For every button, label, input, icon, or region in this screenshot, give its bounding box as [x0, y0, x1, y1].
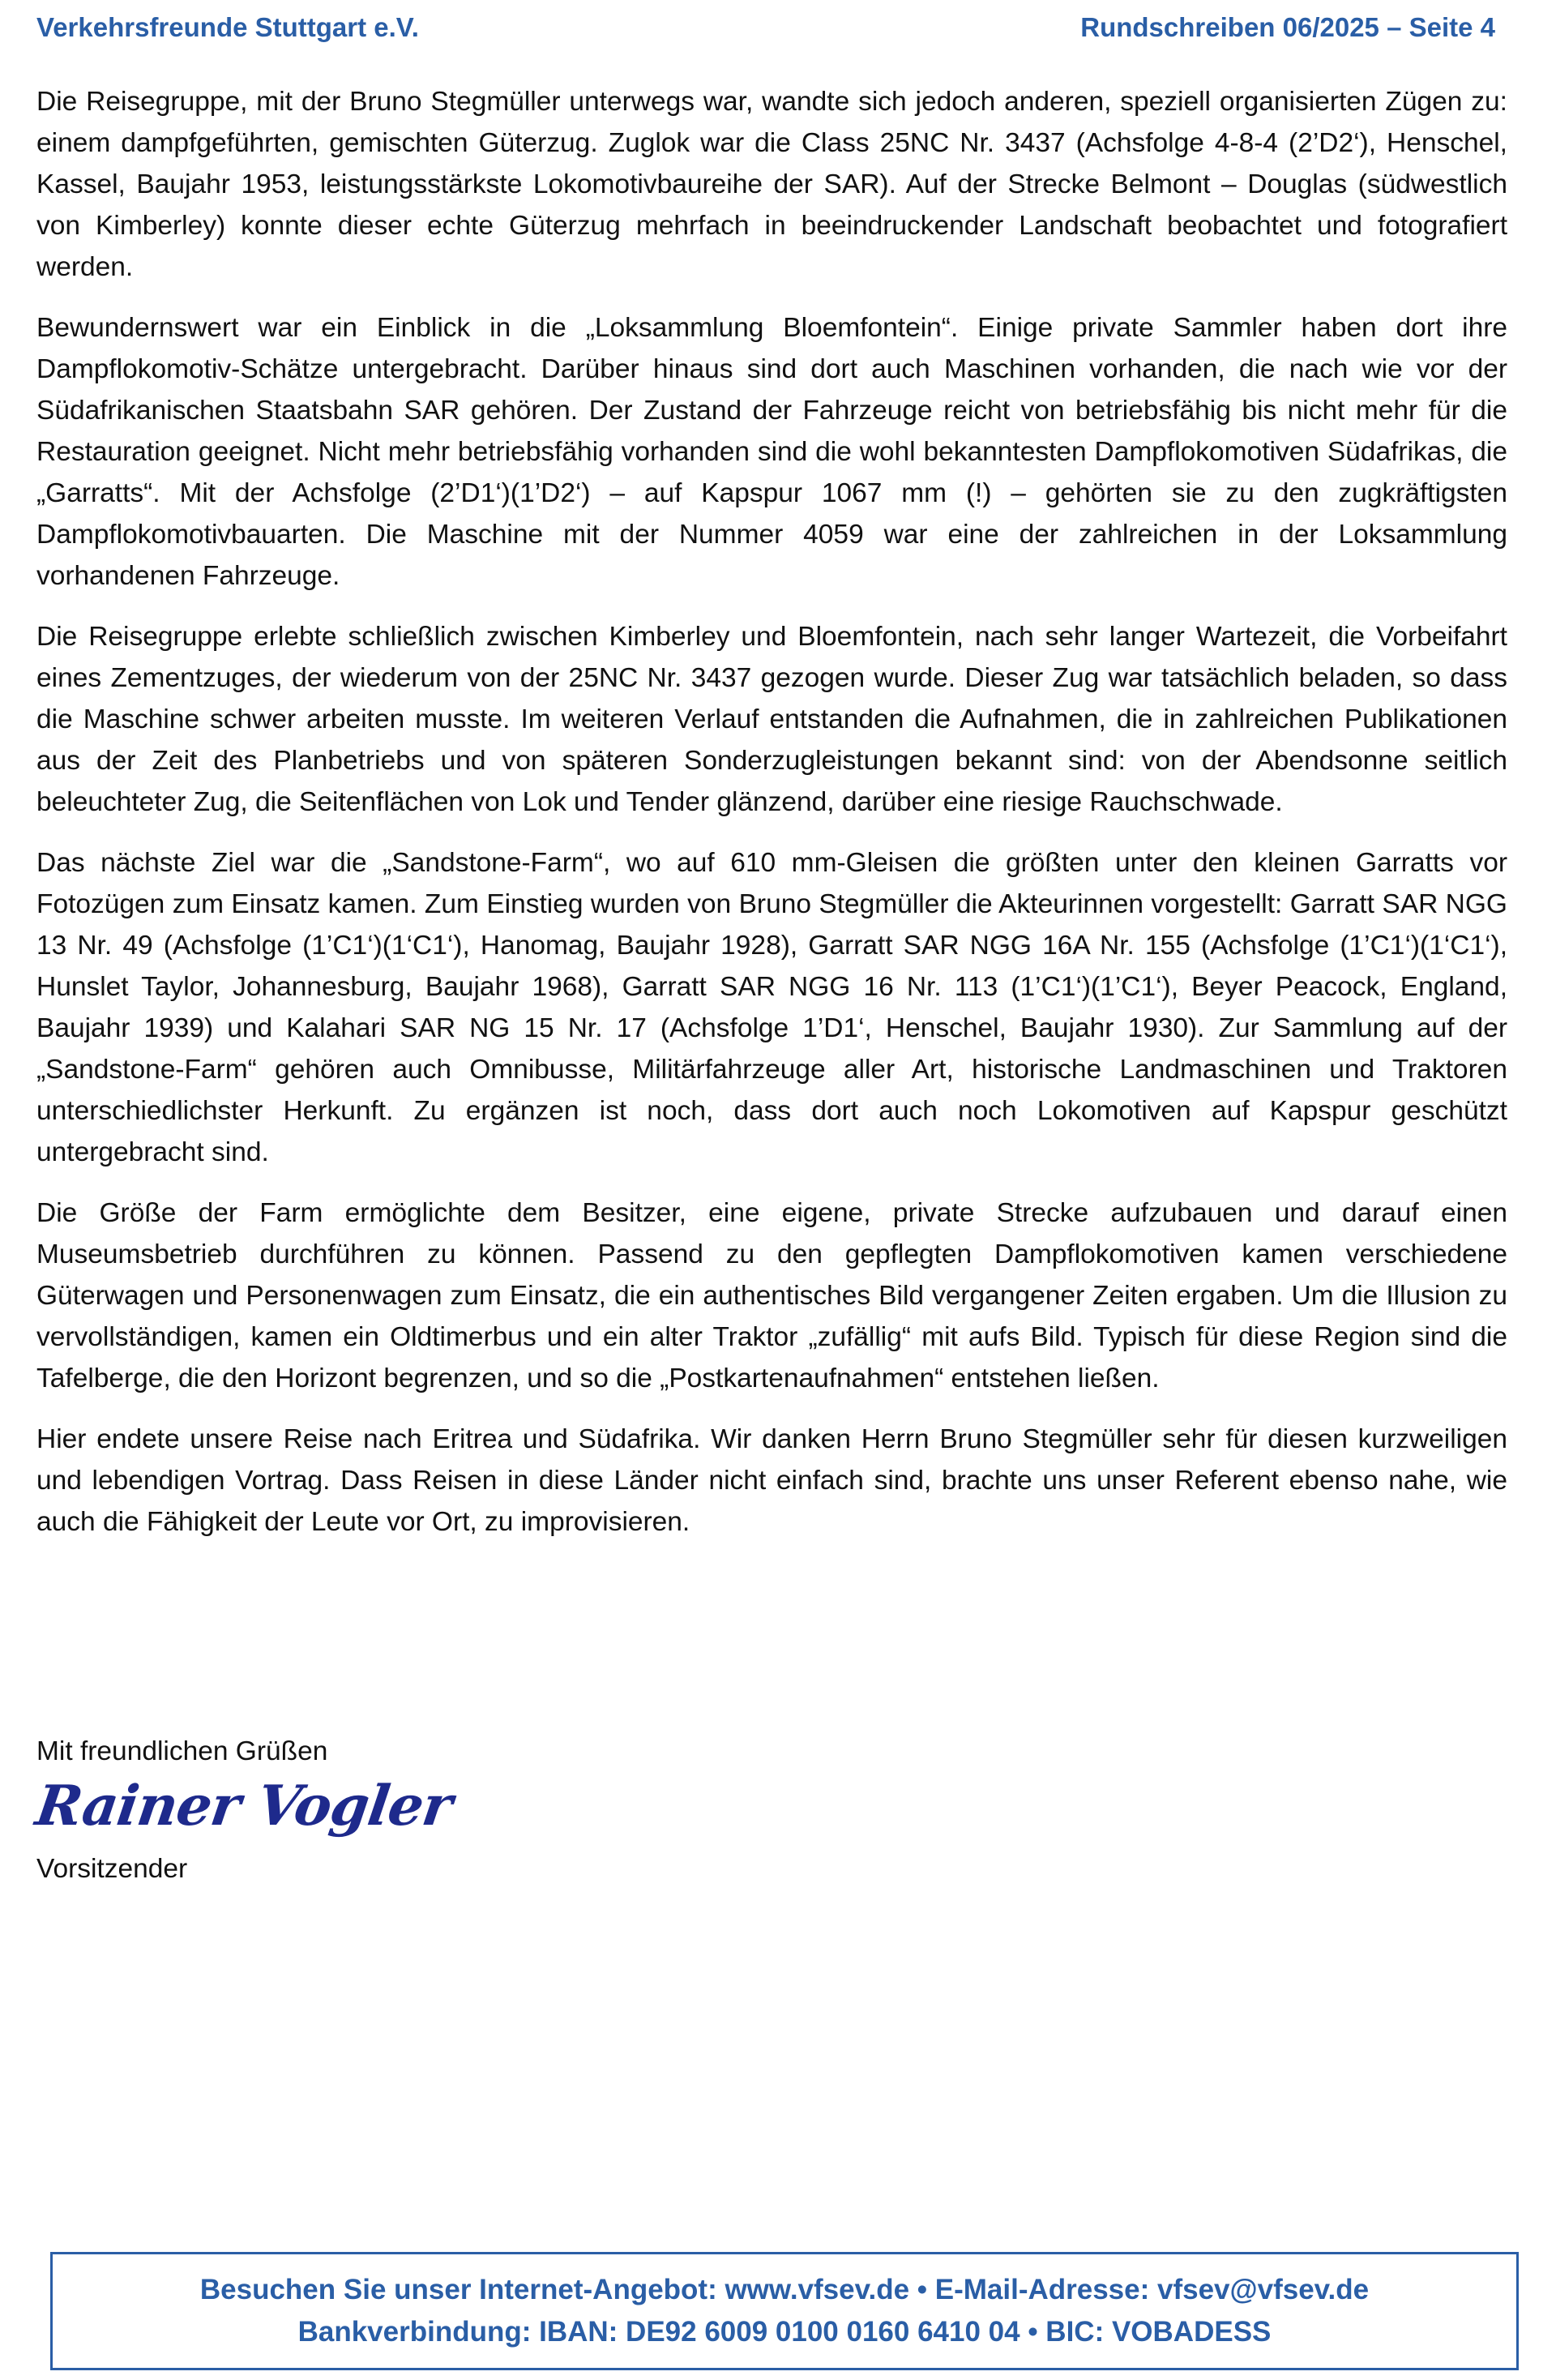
paragraph: Die Größe der Farm ermöglichte dem Besitzer, eine eigene, private Strecke aufzubauen und darauf einen Museumsbetrieb durchführen zu können. Passend zu den gepflegten Dampflokomotiven kamen verschiedene Güterwagen und Personenwagen zum Einsatz, die ein authentisches Bild vergangener Zeiten ergaben. Um die Illusion zu vervollständigen, kamen ein Oldtimerbus und ein alter Traktor „zufällig“ mit aufs Bild. Typisch für diese Region sind die Tafelberge, die den Horizont begrenzen, und so die „Postkartenaufnahmen“ entstehen ließen. — [36, 1198, 1507, 1393]
paragraph: Die Reisegruppe, mit der Bruno Stegmüller unterwegs war, wandte sich jedoch anderen, speziell organisierten Zügen zu: einem dampfgeführten, gemischten Güterzug. Zuglok war die Class 25NC Nr. 3437 (Achsfolge 4-8-4 (2’D2‘), Henschel, Kassel, Baujahr 1953, leistungsstärkste Lokomotivbaureihe der SAR). Auf der Strecke Belmont – Douglas (südwestlich von Kimberley) konnte dieser echte Güterzug mehrfach in beeindruckender Landschaft beobachtet und fotografiert werden. — [36, 87, 1507, 282]
paragraph: Die Reisegruppe erlebte schließlich zwischen Kimberley und Bloemfontein, nach sehr langer Wartezeit, die Vorbeifahrt eines Zementzuges, der wiederum von der 25NC Nr. 3437 gezogen wurde. Dieser Zug war tatsächlich beladen, so dass die Maschine schwer arbeiten musste. Im weiteren Verlauf entstanden die Aufnahmen, die in zahlreichen Publikationen aus der Zeit des Planbetriebs und von späteren Sonderzugleistungen bekannt sind: von der Abendsonne seitlich beleuchteter Zug, die Seitenflächen von Lok und Tender glänzend, darüber eine riesige Rauchschwade. — [36, 622, 1507, 817]
organization-name: Verkehrsfreunde Stuttgart e.V. — [36, 12, 419, 42]
footer-contact-line: Besuchen Sie unser Internet-Angebot: www.vfsev.de • E-Mail-Adresse: vfsev@vfsev.de — [199, 2274, 1370, 2305]
paragraph: Bewundernswert war ein Einblick in die „Loksammlung Bloemfontein“. Einige private Sammler haben dort ihre Dampflokomotiv-Schätze untergebracht. Darüber hinaus sind dort auch Maschinen vorhanden, die nach wie vor der Südafrikanischen Staatsbahn SAR gehören. Der Zustand der Fahrzeuge reicht von betriebsfähig bis nicht mehr für die Restauration geeignet. Nicht mehr betriebsfähig vorhanden sind die wohl bekanntesten Dampflokomotiven Südafrikas, die „Garratts“. Mit der Achsfolge (2’D1‘)(1’D2‘) – auf Kapspur 1067 mm (!) – gehörten sie zu den zugkräftigsten Dampflokomotivbauarten. Die Maschine mit der Nummer 4059 war eine der zahlreichen in der Loksammlung vorhandenen Fahrzeuge. — [36, 313, 1507, 591]
signer-role: Vorsitzender — [36, 1854, 188, 1884]
article-body — [36, 81, 1507, 1562]
footer-box — [50, 2252, 1519, 2370]
issue-page-label: Rundschreiben 06/2025 – Seite 4 — [1080, 12, 1495, 42]
paragraph: Hier endete unsere Reise nach Eritrea und Südafrika. Wir danken Herrn Bruno Stegmüller sehr für diesen kurzweiligen und lebendigen Vortrag. Dass Reisen in diese Länder nicht einfach sind, brachte uns unser Referent ebenso nahe, wie auch die Fähigkeit der Leute vor Ort, zu improvisieren. — [36, 1424, 1507, 1537]
page-header — [36, 10, 1495, 45]
footer-bank-line: Bankverbindung: IBAN: DE92 6009 0100 0160 6410 04 • BIC: VOBADESS — [297, 2316, 1272, 2348]
closing-greeting: Mit freundlichen Grüßen — [36, 1736, 328, 1766]
handwritten-signature: Rainer Vogler — [32, 1774, 456, 1839]
paragraph: Das nächste Ziel war die „Sandstone-Farm“, wo auf 610 mm-Gleisen die größten unter den kleinen Garratts vor Fotozügen zum Einsatz kamen. Zum Einstieg wurden von Bruno Stegmüller die Akteurinnen vorgestellt: Garratt SAR NGG 13 Nr. 49 (Achsfolge (1’C1‘)(1‘C1‘), Hanomag, Baujahr 1928), Garratt SAR NGG 16A Nr. 155 (Achsfolge (1’C1‘)(1‘C1‘), Hunslet Taylor, Johannesburg, Baujahr 1968), Garratt SAR NGG 16 Nr. 113 (1’C1‘)(1’C1‘), Beyer Peacock, England, Baujahr 1939) und Kalahari SAR NG 15 Nr. 17 (Achsfolge 1’D1‘, Henschel, Baujahr 1930). Zur Sammlung auf der „Sandstone-Farm“ gehören auch Omnibusse, Militärfahrzeuge aller Art, historische Landmaschinen und Traktoren unterschiedlichster Herkunft. Zu ergänzen ist noch, dass dort auch noch Lokomotiven auf Kapspur geschützt untergebracht sind. — [36, 848, 1507, 1167]
